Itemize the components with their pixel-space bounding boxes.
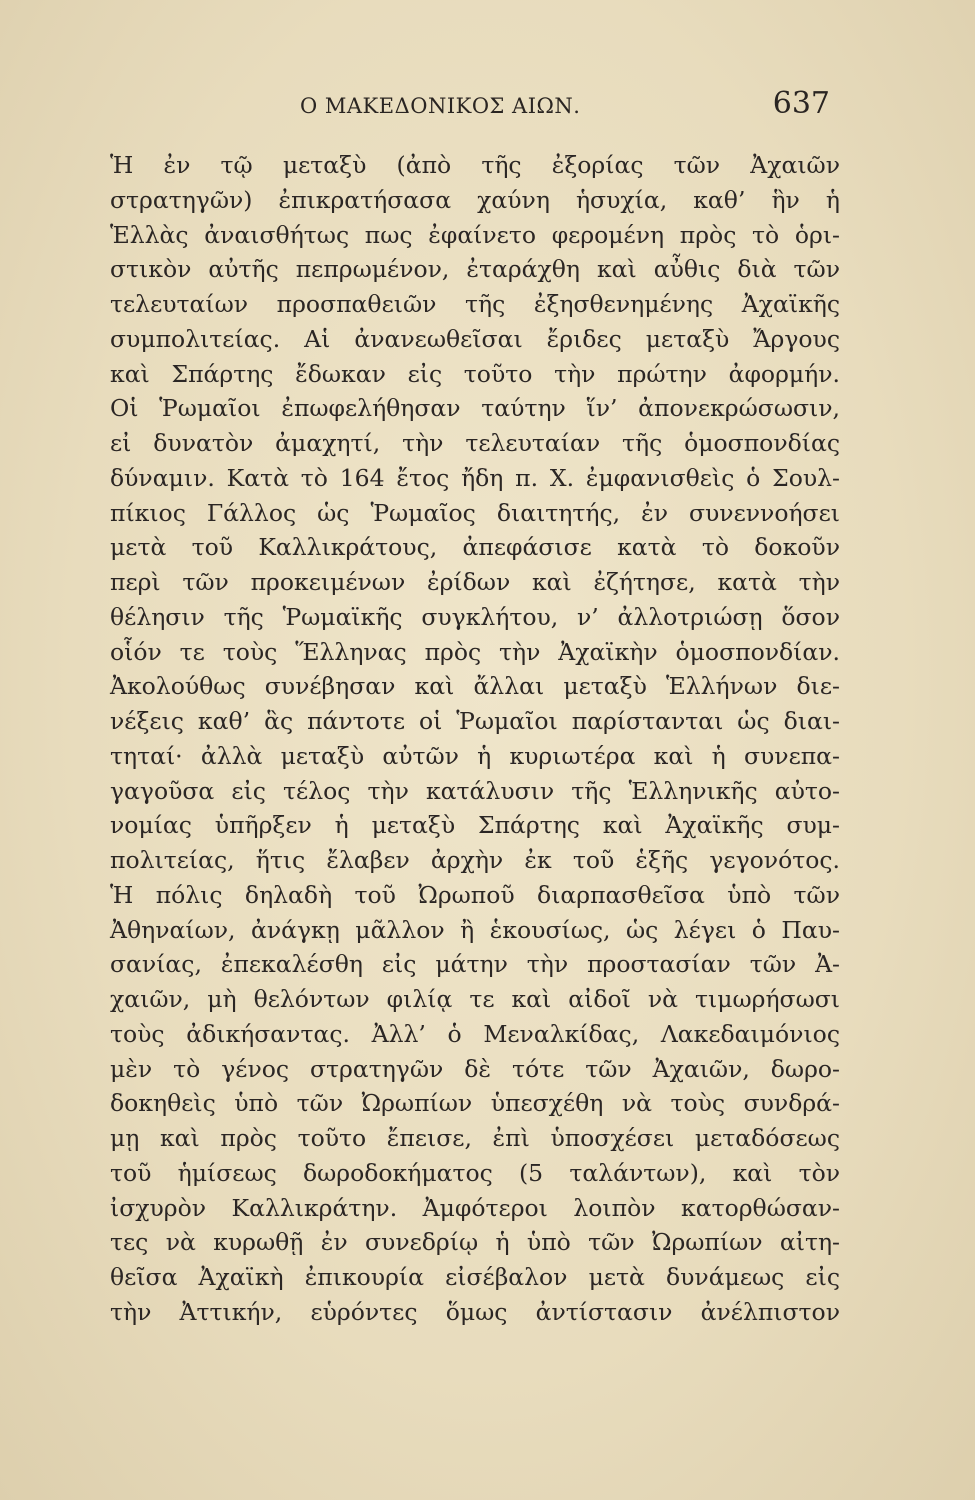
text-line: τοὺς ἀδικήσαντας. Ἀλλ’ ὁ Μεναλκίδας, Λακεδαιμόνιος: [110, 1019, 840, 1048]
text-line: Ἀθηναίων, ἀνάγκῃ μᾶλλον ἢ ἑκουσίως, ὡς λέγει ὁ Παυ-: [110, 915, 840, 944]
text-line: εἰ δυνατὸν ἀμαχητί, τὴν τελευταίαν τῆς ὁμοσπονδίας: [110, 429, 840, 457]
text-line: μὲν τὸ γένος στρατηγῶν δὲ τότε τῶν Ἀχαιῶν, δωρο-: [110, 1054, 840, 1083]
text-line: Ἑλλὰς ἀναισθήτως πως ἐφαίνετο φερομένη πρὸς τὸ ὁρι-: [110, 220, 840, 249]
running-title: Ο ΜΑΚΕΔΟΝΙΚΟΣ ΑΙΩΝ.: [300, 94, 581, 118]
text-line: συμπολιτείας. Αἱ ἀνανεωθεῖσαι ἔριδες μεταξὺ Ἄργους: [110, 324, 840, 353]
text-line: στικὸν αὐτῆς πεπρωμένον, ἐταράχθη καὶ αὖθις διὰ τῶν: [110, 255, 840, 284]
text-line: πολιτείας, ἥτις ἔλαβεν ἀρχὴν ἐκ τοῦ ἑξῆς γεγονότος.: [110, 846, 840, 874]
page-header: [300, 86, 830, 132]
text-line: γαγοῦσα εἰς τέλος τὴν κατάλυσιν τῆς Ἑλληνικῆς αὐτο-: [110, 776, 840, 805]
text-line: μῃ καὶ πρὸς τοῦτο ἔπεισε, ἐπὶ ὑποσχέσει μεταδόσεως: [110, 1124, 840, 1152]
text-line: θέλησιν τῆς Ῥωμαϊκῆς συγκλήτου, ν’ ἀλλοτριώσῃ ὅσον: [110, 602, 840, 631]
text-line: χαιῶν, μὴ θελόντων φιλίᾳ τε καὶ αἰδοῖ νὰ τιμωρήσωσι: [110, 985, 840, 1013]
text-line: ἰσχυρὸν Καλλικράτην. Ἀμφότεροι λοιπὸν κατορθώσαν-: [110, 1193, 840, 1222]
text-line: δοκηθεὶς ὑπὸ τῶν Ὠρωπίων ὑπεσχέθη νὰ τοὺς συνδρά-: [110, 1089, 840, 1118]
text-line: μετὰ τοῦ Καλλικράτους, ἀπεφάσισε κατὰ τὸ δοκοῦν: [110, 533, 840, 562]
body-text: [110, 148, 840, 1330]
text-line: νέξεις καθ’ ἃς πάντοτε οἱ Ῥωμαῖοι παρίστανται ὡς διαι-: [110, 707, 840, 735]
text-line: τὴν Ἀττικήν, εὑρόντες ὅμως ἀντίστασιν ἀνέλπιστον: [110, 1297, 840, 1326]
text-line: τοῦ ἡμίσεως δωροδοκήματος (5 ταλάντων), καὶ τὸν: [110, 1158, 840, 1187]
text-line: τελευταίων προσπαθειῶν τῆς ἐξησθενημένης Ἀχαϊκῆς: [110, 290, 840, 318]
text-line: δύναμιν. Κατὰ τὸ 164 ἔτος ἤδη π. Χ. ἐμφανισθεὶς ὁ Σουλ-: [110, 463, 840, 492]
text-line: σανίας, ἐπεκαλέσθη εἰς μάτην τὴν προστασίαν τῶν Ἀ-: [110, 950, 840, 979]
text-line: Ἡ πόλις δηλαδὴ τοῦ Ὠρωποῦ διαρπασθεῖσα ὑπὸ τῶν: [110, 880, 840, 909]
text-line: στρατηγῶν) ἐπικρατήσασα χαύνη ἡσυχία, καθ’ ἣν ἡ: [110, 185, 840, 214]
text-line: θεῖσα Ἀχαϊκὴ ἐπικουρία εἰσέβαλον μετὰ δυνάμεως εἰς: [110, 1263, 840, 1291]
text-line: πίκιος Γάλλος ὡς Ῥωμαῖος διαιτητής, ἐν συνεννοήσει: [110, 498, 840, 527]
text-line: τες νὰ κυρωθῇ ἐν συνεδρίῳ ἡ ὑπὸ τῶν Ὠρωπίων αἰτη-: [110, 1228, 840, 1257]
text-line: Ἡ ἐν τῷ μεταξὺ (ἀπὸ τῆς ἐξορίας τῶν Ἀχαιῶν: [110, 151, 840, 179]
text-line: Οἱ Ῥωμαῖοι ἐπωφελήθησαν ταύτην ἵν’ ἀπονεκρώσωσιν,: [110, 394, 840, 423]
page-number: 637: [772, 86, 830, 121]
text-line: τηταί· ἀλλὰ μεταξὺ αὐτῶν ἡ κυριωτέρα καὶ ἡ συνεπα-: [110, 741, 840, 770]
text-line: οἷόν τε τοὺς Ἕλληνας πρὸς τὴν Ἀχαϊκὴν ὁμοσπονδίαν.: [110, 637, 840, 666]
text-line: καὶ Σπάρτης ἔδωκαν εἰς τοῦτο τὴν πρώτην ἀφορμήν.: [110, 359, 840, 388]
text-line: περὶ τῶν προκειμένων ἐρίδων καὶ ἐζήτησε, κατὰ τὴν: [110, 568, 840, 596]
text-line: Ἀκολούθως συνέβησαν καὶ ἄλλαι μεταξὺ Ἑλλήνων διε-: [110, 672, 840, 701]
text-line: νομίας ὑπῆρξεν ἡ μεταξὺ Σπάρτης καὶ Ἀχαϊκῆς συμ-: [110, 811, 840, 840]
